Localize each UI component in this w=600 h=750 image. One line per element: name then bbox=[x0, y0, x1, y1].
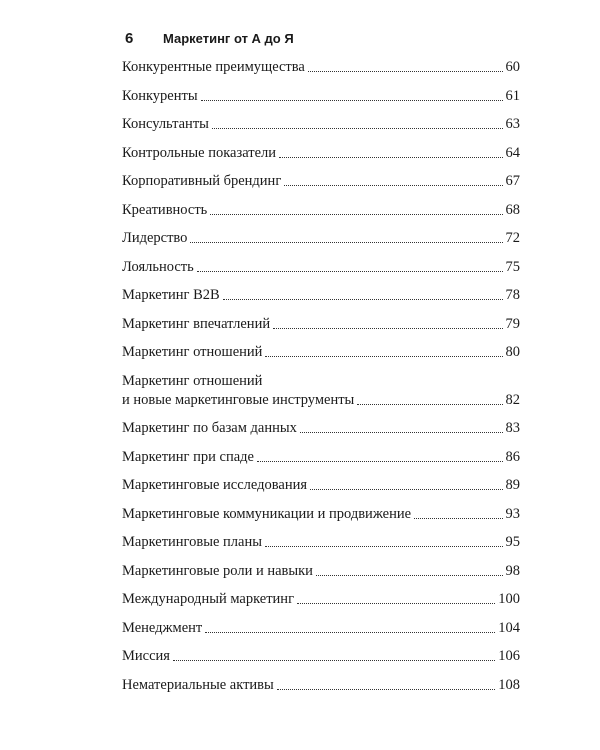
toc-entry[interactable] bbox=[122, 343, 520, 362]
toc-entry-page: 68 bbox=[505, 201, 520, 218]
toc-entry-page: 95 bbox=[505, 534, 520, 550]
dot-leader bbox=[223, 299, 503, 300]
toc-entry-page: 64 bbox=[505, 144, 520, 161]
dot-leader bbox=[173, 660, 495, 661]
toc-entry[interactable] bbox=[122, 619, 520, 638]
toc-entry-title: Корпоративный брендинг bbox=[122, 173, 282, 189]
toc-entry-page: 60 bbox=[505, 59, 520, 75]
dot-leader bbox=[257, 461, 503, 462]
toc-entry-title: Маркетинг впечатлений bbox=[122, 315, 271, 332]
toc-entry[interactable] bbox=[122, 229, 520, 248]
toc-entry[interactable] bbox=[122, 258, 520, 277]
toc-entry-page: 104 bbox=[498, 619, 520, 636]
toc-entry-title: Маркетинговые планы bbox=[122, 534, 262, 550]
toc-entry-page: 80 bbox=[505, 344, 520, 360]
toc-entry-title: Маркетинг при спаде bbox=[122, 448, 254, 465]
dot-leader bbox=[357, 404, 502, 405]
toc-entry-page: 108 bbox=[498, 676, 520, 693]
toc-entry-title: Маркетинг отношений и новые маркетинговые инструменты bbox=[122, 372, 355, 408]
toc-entry-title: Маркетинговые коммуникации и продвижение bbox=[122, 505, 412, 522]
running-title: Маркетинг от А до Я bbox=[163, 31, 294, 46]
dot-leader bbox=[297, 603, 495, 604]
dot-leader bbox=[277, 689, 495, 690]
toc-entry-page: 93 bbox=[505, 505, 520, 522]
page-header bbox=[125, 30, 294, 47]
toc-entry[interactable] bbox=[122, 676, 520, 695]
toc-entry[interactable] bbox=[122, 372, 520, 410]
toc-entry-page: 83 bbox=[505, 420, 520, 436]
toc-entry-title: Лидерство bbox=[122, 230, 188, 246]
toc-entry[interactable] bbox=[122, 419, 520, 438]
toc-entry-title: Конкуренты bbox=[122, 87, 198, 104]
dot-leader bbox=[205, 632, 495, 633]
dot-leader bbox=[210, 214, 502, 215]
toc-entry[interactable] bbox=[122, 448, 520, 467]
dot-leader bbox=[212, 128, 503, 129]
toc-entry-page: 79 bbox=[505, 315, 520, 332]
table-of-contents bbox=[122, 58, 520, 704]
toc-entry-title: Маркетинг отношений bbox=[122, 344, 263, 360]
toc-entry[interactable] bbox=[122, 533, 520, 552]
toc-entry-title: Конкурентные преимущества bbox=[122, 59, 305, 75]
toc-entry-title: Маркетинг по базам данных bbox=[122, 420, 297, 436]
dot-leader bbox=[265, 546, 503, 547]
toc-entry-page: 98 bbox=[505, 562, 520, 579]
toc-entry-title: Маркетинговые исследования bbox=[122, 477, 308, 493]
toc-entry-title: Менеджмент bbox=[122, 619, 203, 636]
toc-entry-page: 100 bbox=[498, 591, 520, 607]
toc-entry-page: 67 bbox=[505, 173, 520, 189]
toc-entry[interactable] bbox=[122, 58, 520, 77]
dot-leader bbox=[316, 575, 503, 576]
toc-entry[interactable] bbox=[122, 647, 520, 666]
toc-entry[interactable] bbox=[122, 476, 520, 495]
dot-leader bbox=[265, 356, 502, 357]
toc-entry-page: 75 bbox=[505, 258, 520, 275]
page-number: 6 bbox=[125, 30, 134, 47]
dot-leader bbox=[310, 489, 502, 490]
toc-entry-page: 86 bbox=[505, 448, 520, 465]
dot-leader bbox=[201, 100, 503, 101]
toc-entry-title: Креативность bbox=[122, 201, 208, 218]
toc-entry[interactable] bbox=[122, 144, 520, 163]
toc-entry-title: Лояльность bbox=[122, 258, 194, 275]
toc-entry-page: 78 bbox=[505, 287, 520, 303]
dot-leader bbox=[190, 242, 502, 243]
dot-leader bbox=[414, 518, 502, 519]
dot-leader bbox=[284, 185, 502, 186]
toc-entry-title: Международный маркетинг bbox=[122, 591, 295, 607]
toc-entry[interactable] bbox=[122, 315, 520, 334]
dot-leader bbox=[279, 157, 502, 158]
toc-entry-page: 63 bbox=[505, 116, 520, 132]
toc-entry-title: Нематериальные активы bbox=[122, 676, 274, 693]
toc-entry-title: Маркетинговые роли и навыки bbox=[122, 562, 313, 579]
toc-entry-page: 106 bbox=[498, 648, 520, 664]
toc-entry-title: Миссия bbox=[122, 648, 170, 664]
dot-leader bbox=[308, 71, 503, 72]
dot-leader bbox=[273, 328, 502, 329]
toc-entry[interactable] bbox=[122, 562, 520, 581]
toc-entry-page: 61 bbox=[505, 87, 520, 104]
toc-entry[interactable] bbox=[122, 201, 520, 220]
dot-leader bbox=[300, 432, 503, 433]
toc-entry-title: Консультанты bbox=[122, 116, 209, 132]
toc-entry[interactable] bbox=[122, 87, 520, 106]
toc-entry-page: 82 bbox=[505, 391, 520, 408]
toc-entry[interactable] bbox=[122, 172, 520, 191]
dot-leader bbox=[197, 271, 503, 272]
toc-entry[interactable] bbox=[122, 505, 520, 524]
toc-entry-title: Контрольные показатели bbox=[122, 144, 277, 161]
toc-entry[interactable] bbox=[122, 286, 520, 305]
toc-entry-page: 72 bbox=[505, 230, 520, 246]
toc-entry-page: 89 bbox=[505, 477, 520, 493]
toc-entry[interactable] bbox=[122, 115, 520, 134]
toc-entry[interactable] bbox=[122, 590, 520, 609]
toc-entry-title: Маркетинг B2B bbox=[122, 287, 220, 303]
